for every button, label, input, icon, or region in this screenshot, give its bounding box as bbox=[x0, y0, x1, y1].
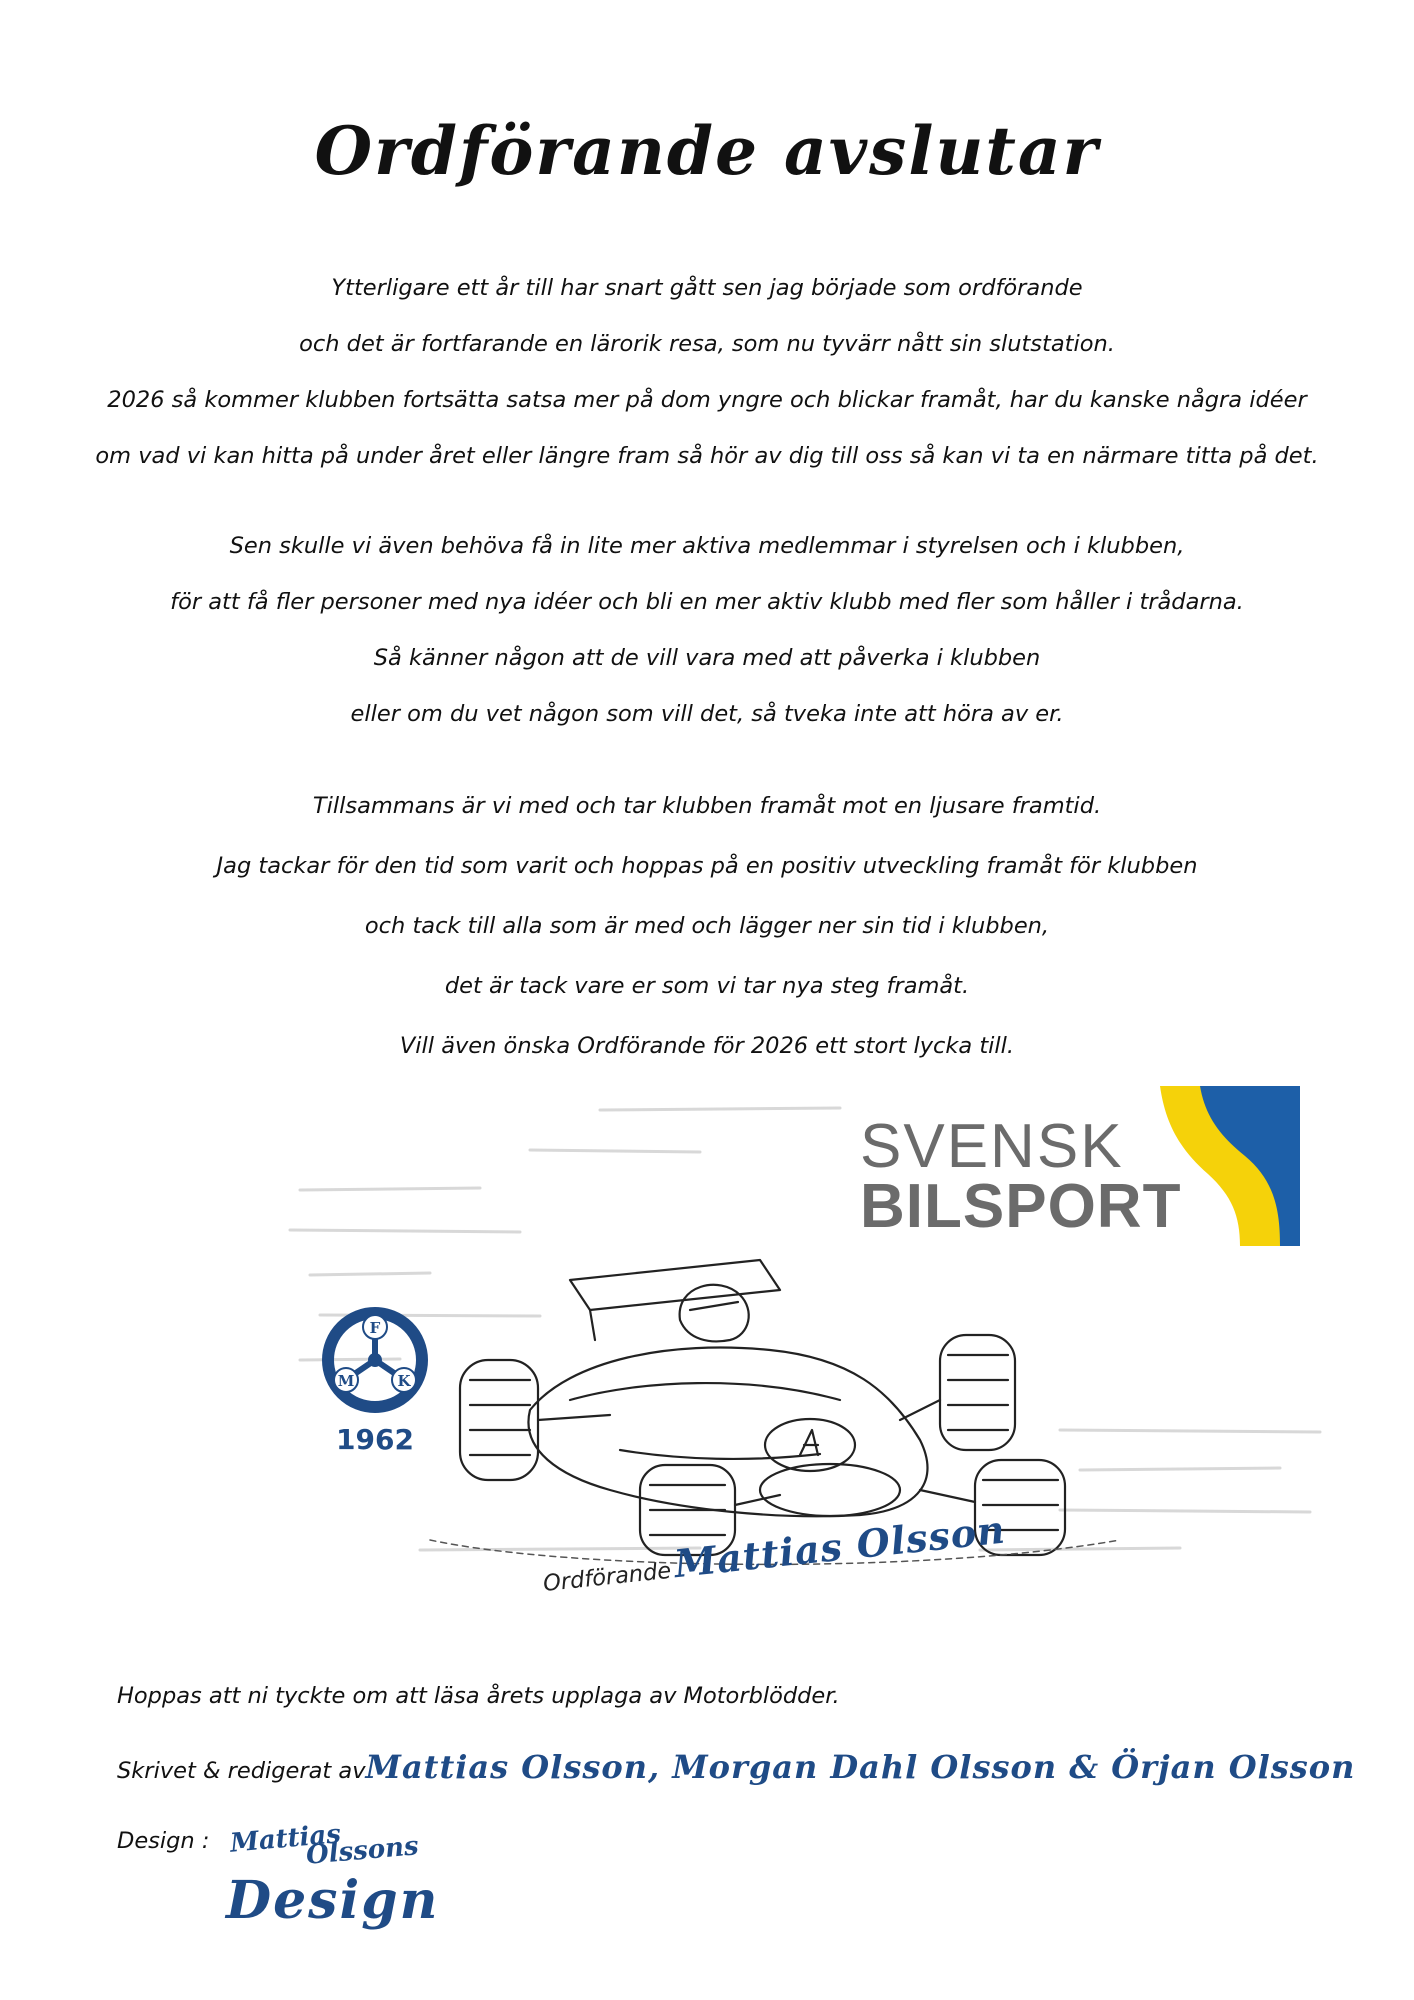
club-letter-f: F bbox=[369, 1319, 381, 1337]
text-line: för att få fler personer med nya idéer och bli en mer aktiv klubb med fler som håller i trådarna. bbox=[170, 589, 1244, 615]
illustration-block bbox=[280, 1080, 1340, 1580]
logo-text-svensk: SVENSK bbox=[860, 1112, 1124, 1181]
design-logo-line1: Mattias bbox=[228, 1819, 343, 1859]
credits-line bbox=[117, 1748, 1355, 1786]
text-line: Så känner någon att de vill vara med att påverka i klubben bbox=[373, 645, 1041, 671]
text-line: om vad vi kan hitta på under året eller längre fram så hör av dig till oss så kan vi ta en närmare titta på det. bbox=[95, 443, 1319, 469]
svensk-bilsport-logo bbox=[860, 1086, 1300, 1256]
steering-wheel-icon bbox=[320, 1305, 430, 1417]
club-year: 1962 bbox=[336, 1423, 414, 1456]
signature-name: Mattias Olsson bbox=[671, 1506, 1008, 1587]
paragraph-1 bbox=[0, 260, 1414, 484]
logo-text-bilsport: BILSPORT bbox=[860, 1172, 1182, 1241]
text-line: 2026 så kommer klubben fortsätta satsa mer på dom yngre och blickar framåt, har du kanske några idéer bbox=[107, 387, 1307, 413]
text-line: och tack till alla som är med och lägger ner sin tid i klubben, bbox=[364, 913, 1050, 939]
text-line: Jag tackar för den tid som varit och hoppas på en positiv utveckling framåt för klubben bbox=[216, 853, 1198, 879]
design-logo bbox=[226, 1820, 446, 1940]
paragraph-3 bbox=[0, 776, 1414, 1076]
club-logo bbox=[320, 1305, 430, 1465]
signature-role: Ordförande bbox=[541, 1557, 673, 1598]
design-label: Design : bbox=[117, 1828, 210, 1854]
page-title: Ordförande avslutar bbox=[314, 112, 1100, 190]
text-line: Ytterligare ett år till har snart gått sen jag började som ordförande bbox=[331, 275, 1083, 301]
text-line: Tillsammans är vi med och tar klubben framåt mot en ljusare framtid. bbox=[312, 793, 1102, 819]
design-logo-line3: Design bbox=[226, 1870, 440, 1931]
text-line: Vill även önska Ordförande för 2026 ett stort lycka till. bbox=[399, 1033, 1015, 1059]
design-logo-line2: Olssons bbox=[304, 1831, 420, 1871]
text-line: det är tack vare er som vi tar nya steg framåt. bbox=[444, 973, 970, 999]
club-letter-m: M bbox=[337, 1372, 355, 1390]
text-line: och det är fortfarande en lärorik resa, som nu tyvärr nått sin slutstation. bbox=[299, 331, 1115, 357]
club-letter-k: K bbox=[397, 1372, 411, 1390]
credits-names: Mattias Olsson, Morgan Dahl Olsson & Örjan Olsson bbox=[365, 1748, 1356, 1786]
closing-note: Hoppas att ni tyckte om att läsa årets upplaga av Motorblödder. bbox=[117, 1683, 840, 1709]
text-line: Sen skulle vi även behöva få in lite mer aktiva medlemmar i styrelsen och i klubben, bbox=[229, 533, 1185, 559]
text-line: eller om du vet någon som vill det, så tveka inte att höra av er. bbox=[350, 701, 1064, 727]
paragraph-2 bbox=[0, 518, 1414, 742]
credits-label: Skrivet & redigerat av bbox=[117, 1758, 366, 1784]
